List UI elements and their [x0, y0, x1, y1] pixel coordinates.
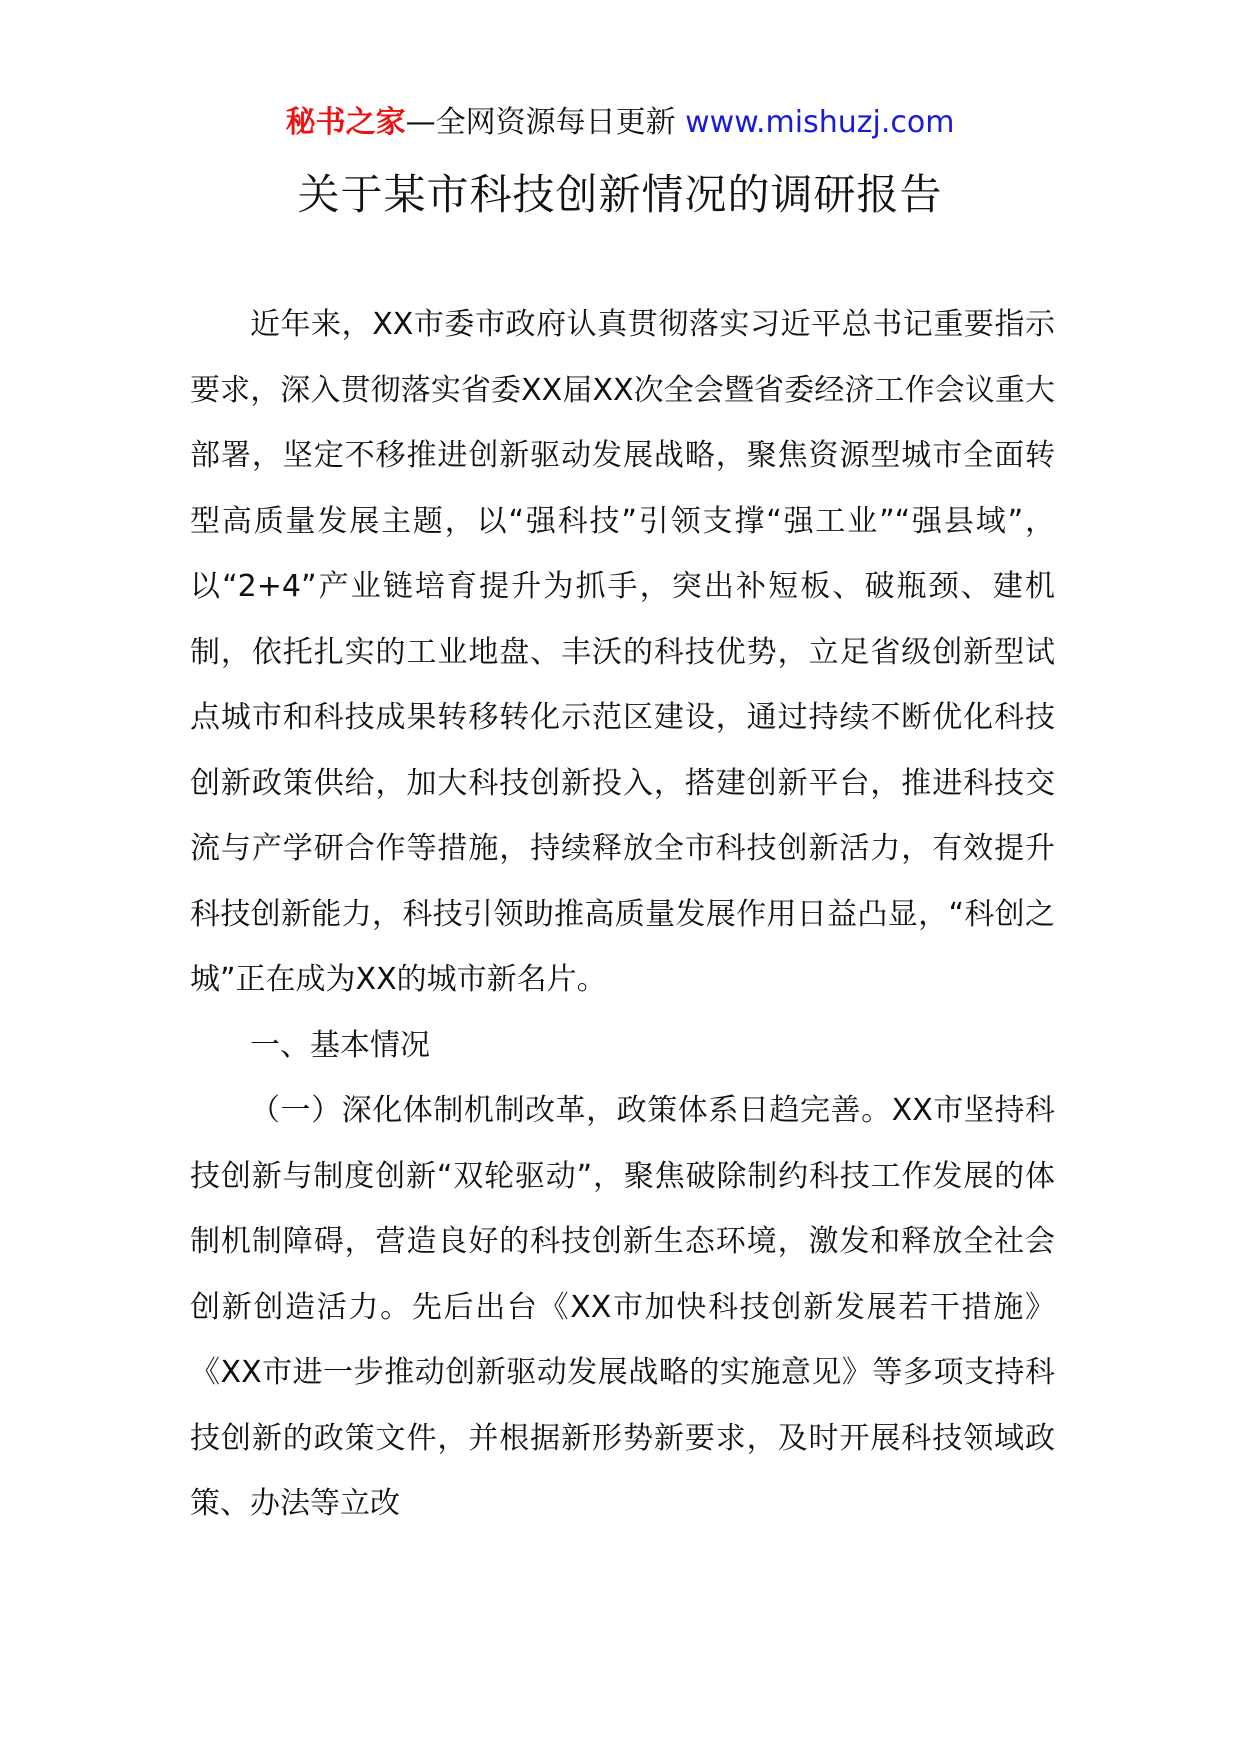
document-title: 关于某市科技创新情况的调研报告 — [297, 170, 943, 219]
intro-paragraph: 近年来，XX市委市政府认真贯彻落实习近平总书记重要指示要求，深入贯彻落实省委XX届XX次全会暨省委经济工作会议重大部署，坚定不移推进创新驱动发展战略，聚焦资源型城市全面转型高质量发展主题，以“强科技”引领支撑“强工业”“强县域”，以“2+4”产业链培育提升为抓手，突出补短板、破瓶颈、建机制，依托扎实的工业地盘、丰沃的科技优势，立足省级创新型试点城市和科技成果转移转化示范区建设，通过持续不断优化科技创新政策供给，加大科技创新投入，搭建创新平台，推进科技交流与产学研合作等措施，持续释放全市科技创新活力，有效提升科技创新能力，科技引领助推高质量发展作用日益凸显，“科创之城”正在成为XX的城市新名片。 — [190, 307, 1055, 997]
section-paragraph: （一）深化体制机制改革，政策体系日趋完善。XX市坚持科技创新与制度创新“双轮驱动”，聚焦破除制约科技工作发展的体制机制障碍，营造良好的科技创新生态环境，激发和释放全社会创新创造活力。先后出台《XX市加快科技创新发展若干措施》《XX市进一步推动创新驱动发展战略的实施意见》等多项支持科技创新的政策文件，并根据新形势新要求，及时开展科技领域政策、办法等立改 — [190, 1093, 1055, 1521]
site-url-link[interactable]: www.mishuzj.com — [685, 105, 955, 140]
section-heading: 一、基本情况 — [250, 1027, 430, 1063]
site-header — [0, 100, 1240, 146]
document-body — [190, 292, 1055, 1537]
header-tagline: —全网资源每日更新 — [405, 105, 686, 140]
brand-name: 秘书之家 — [285, 105, 406, 140]
